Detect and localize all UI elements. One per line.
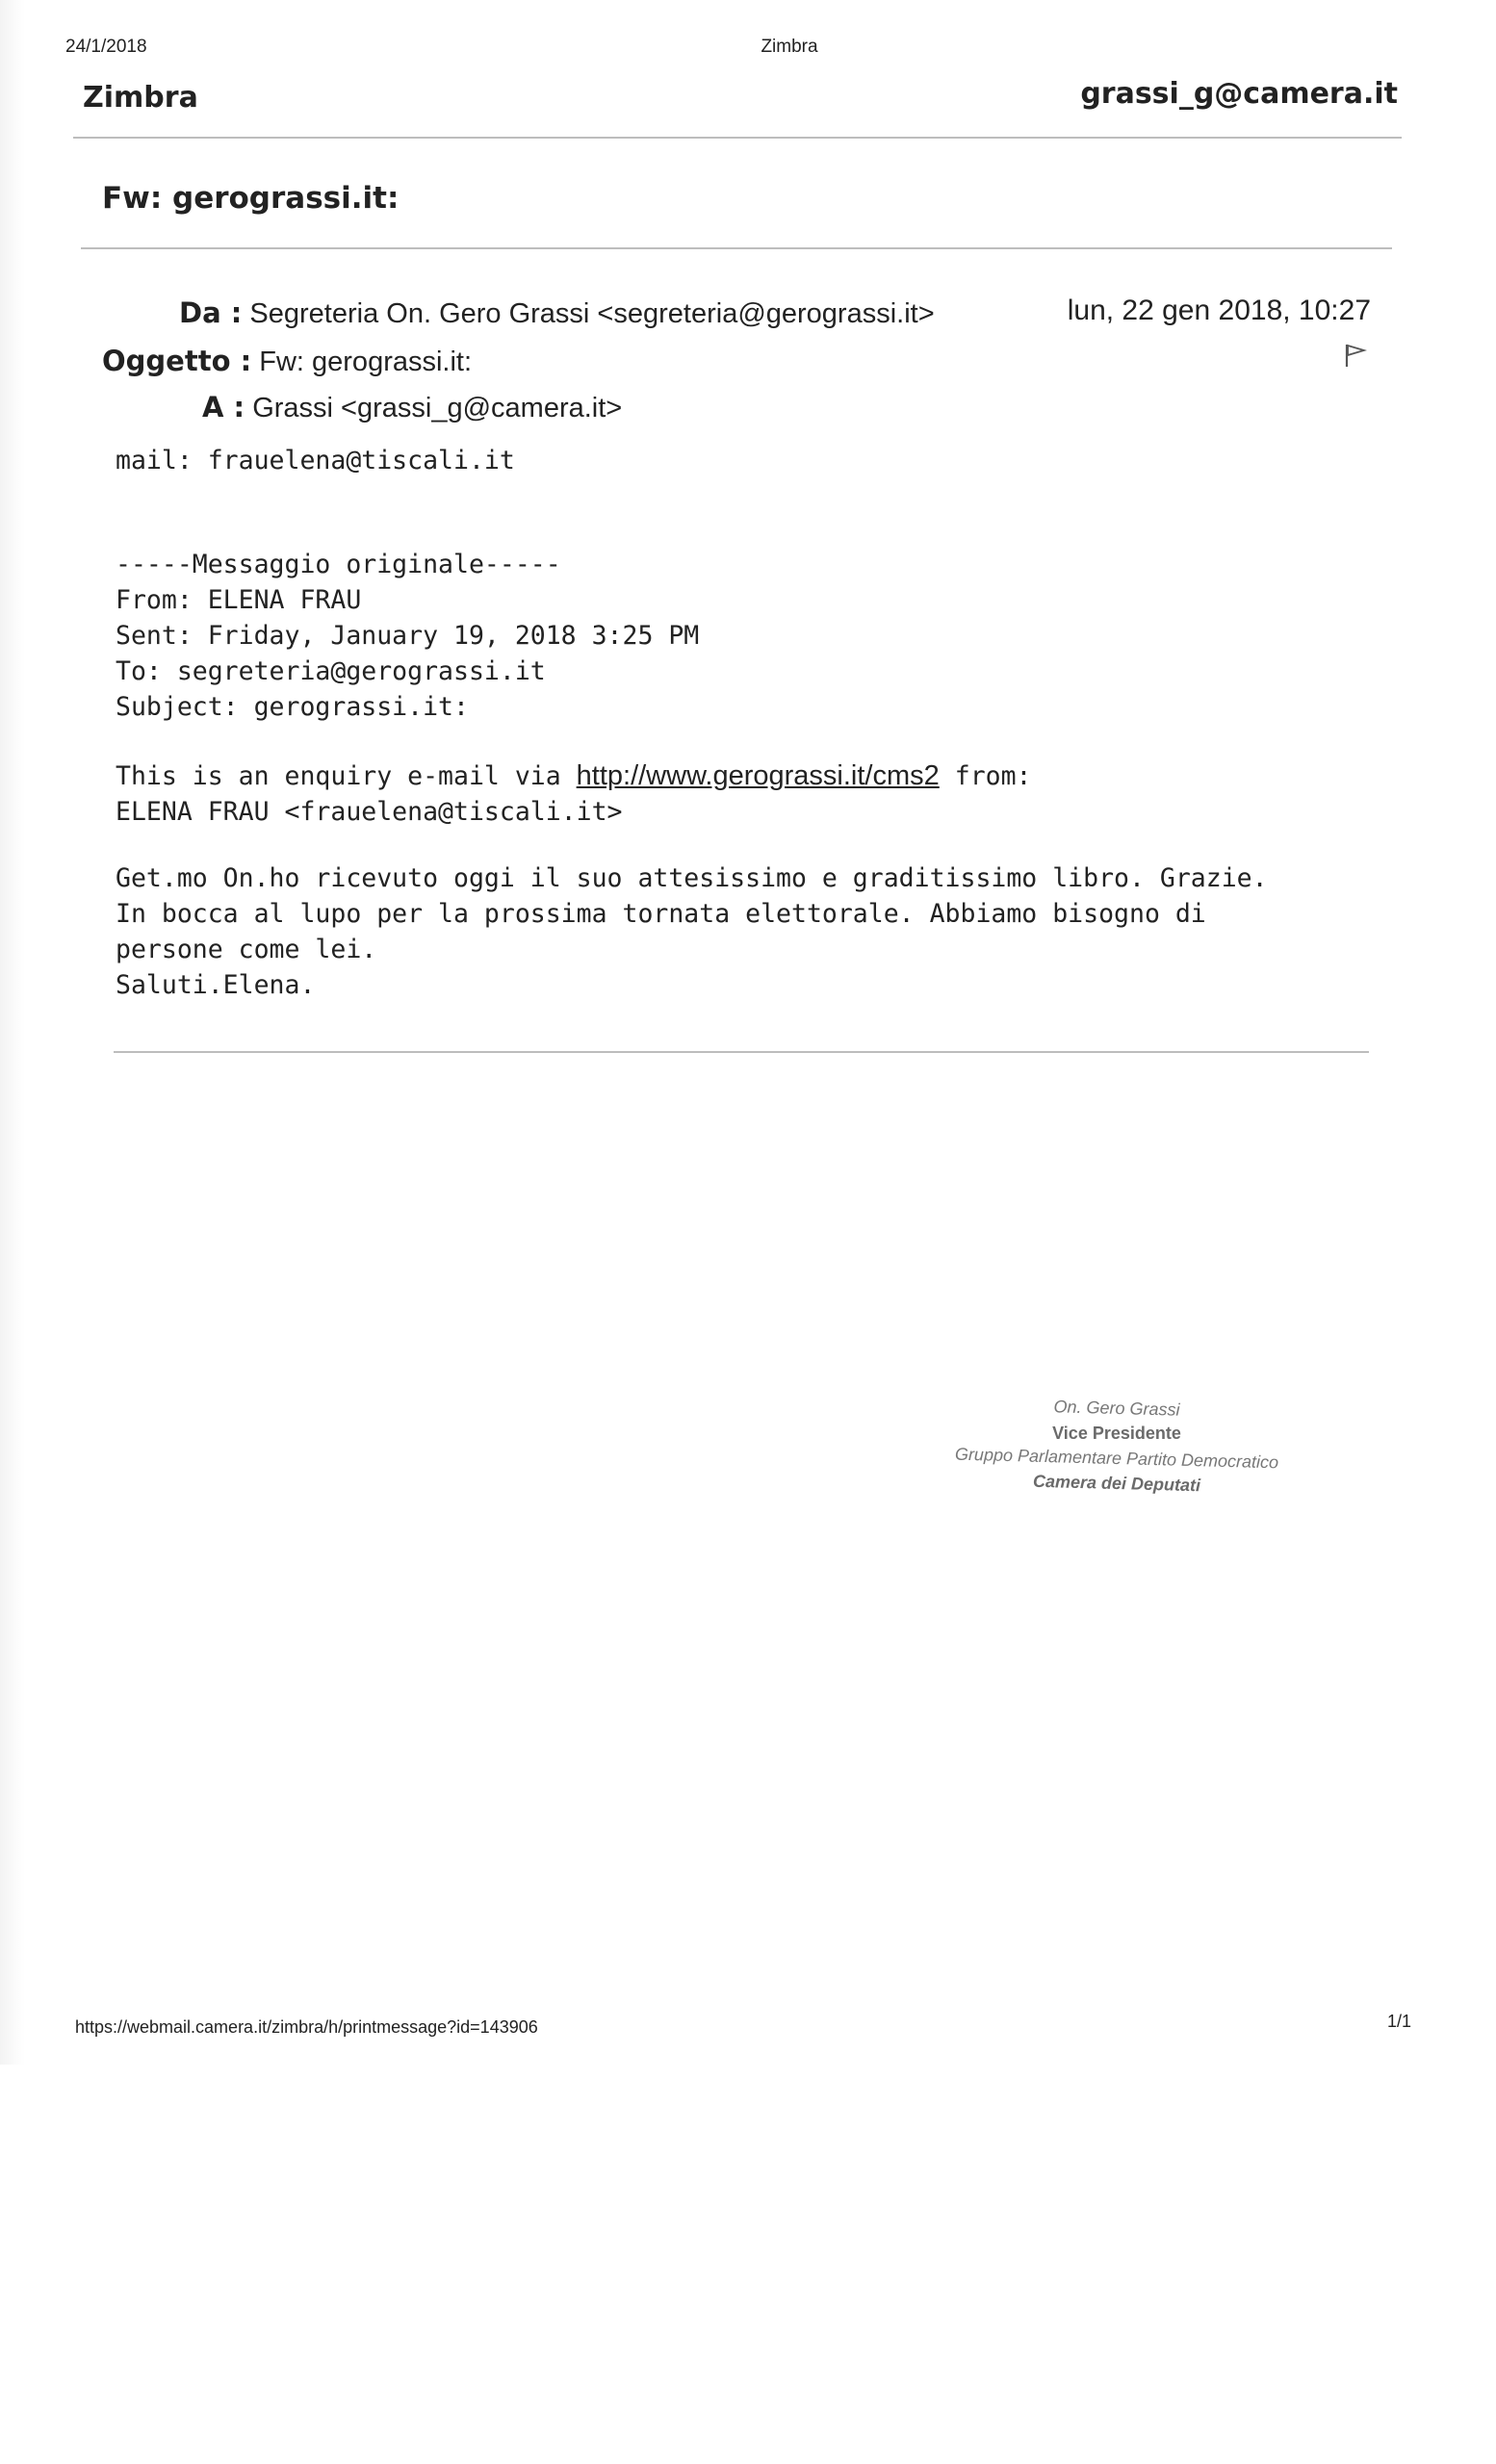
official-stamp xyxy=(895,1396,1338,1496)
original-message-header xyxy=(116,547,699,725)
to-label: A : xyxy=(202,391,245,424)
stamp-role: Vice Presidente xyxy=(1052,1424,1181,1443)
original-from: From: ELENA FRAU xyxy=(116,585,362,615)
subject-label: Oggetto : xyxy=(102,345,252,377)
mail-line: mail: frauelena@tiscali.it xyxy=(116,446,515,475)
subject-row xyxy=(102,345,472,378)
original-to: To: segreteria@gerograssi.it xyxy=(116,656,546,686)
stamp-name: On. Gero Grassi xyxy=(1053,1397,1180,1420)
original-subject: Subject: gerograssi.it: xyxy=(116,692,469,722)
to-value: Grassi <grassi_g@camera.it> xyxy=(252,393,623,424)
enquiry-url-link[interactable]: http://www.gerograssi.it/cms2 xyxy=(576,760,940,791)
enquiry-block xyxy=(116,758,1032,830)
print-date: 24/1/2018 xyxy=(65,37,147,57)
account-email: grassi_g@camera.it xyxy=(1080,77,1398,111)
flag-icon xyxy=(1344,343,1367,368)
enquiry-sender: ELENA FRAU <frauelena@tiscali.it> xyxy=(116,797,623,827)
to-row xyxy=(202,391,622,424)
body-divider xyxy=(114,1051,1369,1053)
print-title: Zimbra xyxy=(761,37,818,57)
body-line: Get.mo On.ho ricevuto oggi il suo attesissimo e graditissimo libro. Grazie. xyxy=(116,863,1268,893)
app-name: Zimbra xyxy=(83,81,198,115)
stamp-institution: Camera dei Deputati xyxy=(1032,1471,1201,1496)
enquiry-prefix: This is an enquiry e-mail via xyxy=(116,761,577,791)
scan-edge xyxy=(0,0,25,2065)
title-divider xyxy=(81,247,1392,249)
from-value: Segreteria On. Gero Grassi <segreteria@gerograssi.it> xyxy=(249,298,935,329)
body-line: persone come lei. xyxy=(116,935,377,964)
body-line: In bocca al lupo per la prossima tornata elettorale. Abbiamo bisogno di xyxy=(116,899,1206,929)
from-row xyxy=(179,296,935,330)
from-label: Da : xyxy=(179,296,243,329)
enquiry-suffix: from: xyxy=(939,761,1032,791)
page-number: 1/1 xyxy=(1386,2012,1411,2031)
stamp-group: Gruppo Parlamentare Partito Democratico xyxy=(954,1444,1279,1473)
footer-url: https://webmail.camera.it/zimbra/h/printmessage?id=143906 xyxy=(75,2017,538,2037)
enquiry-line xyxy=(116,758,1032,794)
original-separator: -----Messaggio originale----- xyxy=(116,550,561,579)
header-divider xyxy=(73,137,1402,139)
body-line: Saluti.Elena. xyxy=(116,970,316,1000)
original-sent: Sent: Friday, January 19, 2018 3:25 PM xyxy=(116,621,700,651)
message-body xyxy=(116,860,1268,1003)
message-date: lun, 22 gen 2018, 10:27 xyxy=(1067,295,1371,326)
message-title: Fw: gerograssi.it: xyxy=(102,181,400,216)
subject-value: Fw: gerograssi.it: xyxy=(259,346,473,377)
